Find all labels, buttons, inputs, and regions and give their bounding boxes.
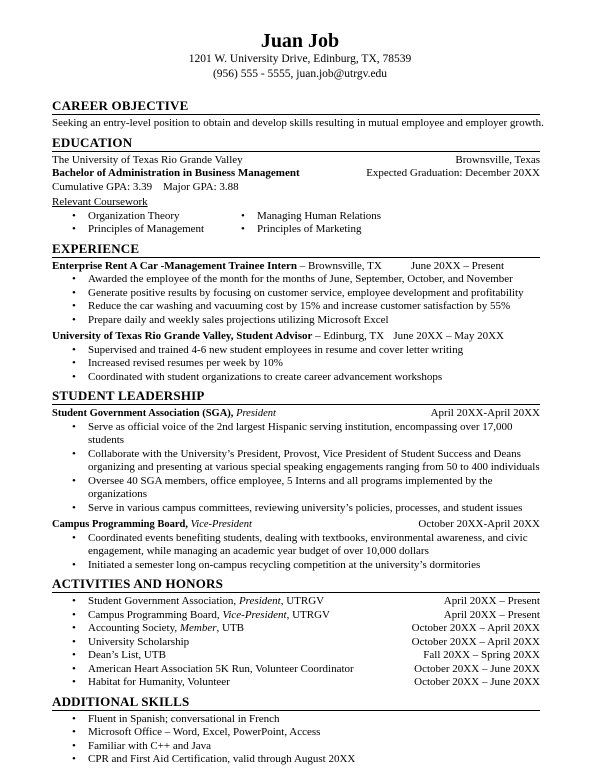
activity-dates: October 20XX – June 20XX — [414, 676, 540, 688]
coursework-list — [52, 210, 540, 237]
coursework-label: Relevant Coursework — [52, 196, 148, 208]
leadership-bullet: • Coordinated events benefiting students, dealing with textbooks, environmental awareness, and civic — [52, 532, 540, 546]
leadership-bullet-continuation: engagement, while managing an academic year budget of over 10,000 dollars — [88, 545, 429, 557]
job-bullets — [52, 344, 540, 385]
leadership-role: President — [233, 408, 276, 419]
activity-name: Accounting Society, — [88, 622, 180, 634]
leadership-dates: October 20XX-April 20XX — [418, 518, 540, 530]
skill-item: • CPR and First Aid Certification, valid through August 20XX — [52, 753, 540, 767]
job-header — [52, 330, 540, 344]
resume-content — [52, 98, 544, 771]
gpa-row — [52, 181, 540, 195]
leadership-org: Campus Programming Board, — [52, 519, 189, 530]
coursework-col-1 — [52, 210, 221, 237]
activity-text — [88, 622, 244, 636]
leadership-header — [52, 518, 540, 532]
degree: Bachelor of Administration in Business Management — [52, 167, 300, 179]
coursework-item: • Principles of Management — [52, 223, 221, 237]
activity-org: , UTB — [216, 622, 245, 634]
activity-name: • Habitat for Humanity, Volunteer — [88, 676, 230, 688]
activity-item — [52, 663, 540, 677]
leadership-org: Student Government Association (SGA), — [52, 408, 234, 419]
job-header — [52, 260, 540, 274]
career-objective-section — [52, 98, 544, 131]
major-gpa: Major GPA: 3.88 — [163, 180, 239, 193]
school-name: The University of Texas Rio Grande Valley — [52, 153, 243, 166]
graduation-date: Expected Graduation: December 20XX — [366, 167, 540, 179]
activity-item — [52, 636, 540, 650]
section-title: ADDITIONAL SKILLS — [52, 694, 540, 711]
activity-dates: October 20XX – June 20XX — [414, 662, 540, 675]
activity-item — [52, 622, 540, 636]
job-bullet: • Generate positive results by focusing on customer service, employee development and profitability — [52, 287, 540, 301]
coursework-item: • Principles of Marketing — [221, 223, 441, 237]
activity-dates: October 20XX – April 20XX — [411, 635, 540, 648]
contact-address: 1201 W. University Drive, Edinburg, TX, 78539 — [188, 53, 412, 65]
school-location: Brownsville, Texas — [455, 153, 540, 166]
leadership-dates: April 20XX-April 20XX — [430, 407, 540, 419]
section-title: ACTIVITIES AND HONORS — [52, 576, 540, 593]
activities-section — [52, 576, 540, 690]
skills-section — [52, 694, 540, 767]
job-bullet: • Prepare daily and weekly sales projections utilizing Microsoft Excel — [52, 314, 540, 328]
section-title: EXPERIENCE — [52, 241, 540, 258]
candidate-name: Juan Job — [260, 30, 340, 52]
skills-list — [52, 713, 540, 767]
objective-text: Seeking an entry-level position to obtain and develop skills resulting in mutual employee and employer growth. — [52, 117, 544, 129]
activity-item — [52, 676, 540, 690]
activity-name: Campus Programming Board, — [88, 608, 223, 621]
section-title: CAREER OBJECTIVE — [52, 98, 540, 115]
leadership-bullet: • Serve as official voice of the 2nd largest Hispanic serving institution, encompassing over 17,000 students — [52, 421, 540, 448]
activity-dates: October 20XX – April 20XX — [411, 622, 540, 634]
job-bullet: • Reduce the car washing and vacuuming cost by 15% and increase customer satisfaction by 55% — [52, 300, 540, 314]
contact-phone-email: (956) 555 - 5555, juan.job@utrgv.edu — [212, 68, 388, 80]
job-title-line — [52, 260, 382, 274]
leadership-bullet: • Oversee 40 SGA members, office employee, 5 Interns and all programs implemented by the organizations — [52, 475, 540, 502]
education-section — [52, 135, 540, 237]
skill-item: • Familiar with C++ and Java — [52, 740, 540, 754]
activity-name: • University Scholarship — [88, 635, 190, 648]
job-bullet: • Increased revised resumes per week by 10% — [52, 357, 540, 371]
leadership-section — [52, 388, 540, 572]
section-title: EDUCATION — [52, 135, 540, 152]
job-bullets — [52, 273, 540, 327]
job-dates: June 20XX – May 20XX — [393, 330, 504, 342]
activity-dates: Fall 20XX – Spring 20XX — [423, 649, 540, 661]
skill-item: • Microsoft Office – Word, Excel, PowerPoint, Access — [52, 726, 540, 740]
activity-name: • American Heart Association 5K Run, Volunteer Coordinator — [88, 662, 354, 675]
activity-role: Member — [179, 622, 217, 634]
activity-org: , UTRGV — [280, 595, 325, 607]
activity-item — [52, 609, 540, 623]
coursework-item: • Organization Theory — [52, 210, 221, 224]
job-bullet: • Awarded the employee of the month for the months of June, September, October, and November — [52, 273, 540, 287]
job-location: – Brownsville, TX — [297, 259, 382, 272]
activity-item — [52, 595, 540, 609]
activity-role: Vice-President — [222, 608, 287, 621]
skill-item: • Fluent in Spanish; conversational in French — [52, 713, 540, 727]
activity-name: • Dean’s List, UTB — [88, 649, 166, 661]
leadership-bullet: • Serve in various campus committees, reviewing university’s policies, processes, and student issues — [52, 502, 540, 516]
job-bullet: • Coordinated with student organizations to create career advancement workshops — [52, 371, 540, 385]
leadership-bullet: • Initiated a semester long on-campus recycling competition at the university’s dormitories — [52, 559, 540, 573]
education-row — [52, 154, 540, 168]
leadership-title-line — [52, 407, 276, 421]
leadership-bullet: • Collaborate with the University’s President, Provost, Vice President of Student Success and Deans — [52, 448, 540, 462]
section-title: STUDENT LEADERSHIP — [52, 388, 540, 405]
activity-role: President — [238, 595, 281, 607]
job-dates: June 20XX – Present — [410, 259, 504, 272]
leadership-role: Vice-President — [188, 519, 252, 530]
job-title: Enterprise Rent A Car -Management Trainee Intern — [52, 259, 298, 272]
leadership-bullet-continuation: organizing and presenting at various special speaking engagements ranging from 50 to 400 individuals — [88, 461, 540, 473]
activity-text — [88, 595, 324, 609]
activity-name: Student Government Association, — [88, 595, 239, 607]
job-location: – Edinburg, TX — [312, 330, 385, 342]
activity-item — [52, 649, 540, 663]
leadership-bullets — [52, 532, 540, 573]
coursework-col-2 — [221, 210, 441, 237]
leadership-bullets — [52, 421, 540, 516]
degree-row — [52, 167, 540, 181]
leadership-header — [52, 407, 540, 421]
coursework-item: • Managing Human Relations — [221, 210, 441, 224]
cumulative-gpa: Cumulative GPA: 3.39 — [52, 180, 153, 193]
job-title: University of Texas Rio Grande Valley, Student Advisor — [52, 330, 313, 342]
activity-org: , UTRGV — [286, 608, 330, 621]
job-title-line — [52, 330, 384, 344]
job-bullet: • Supervised and trained 4-6 new student employees in resume and cover letter writing — [52, 344, 540, 358]
experience-section — [52, 241, 540, 385]
activity-dates: April 20XX – Present — [443, 595, 540, 607]
activity-text — [88, 609, 330, 623]
activities-list — [52, 595, 540, 690]
leadership-title-line — [52, 518, 252, 532]
activity-dates: April 20XX – Present — [443, 608, 540, 621]
